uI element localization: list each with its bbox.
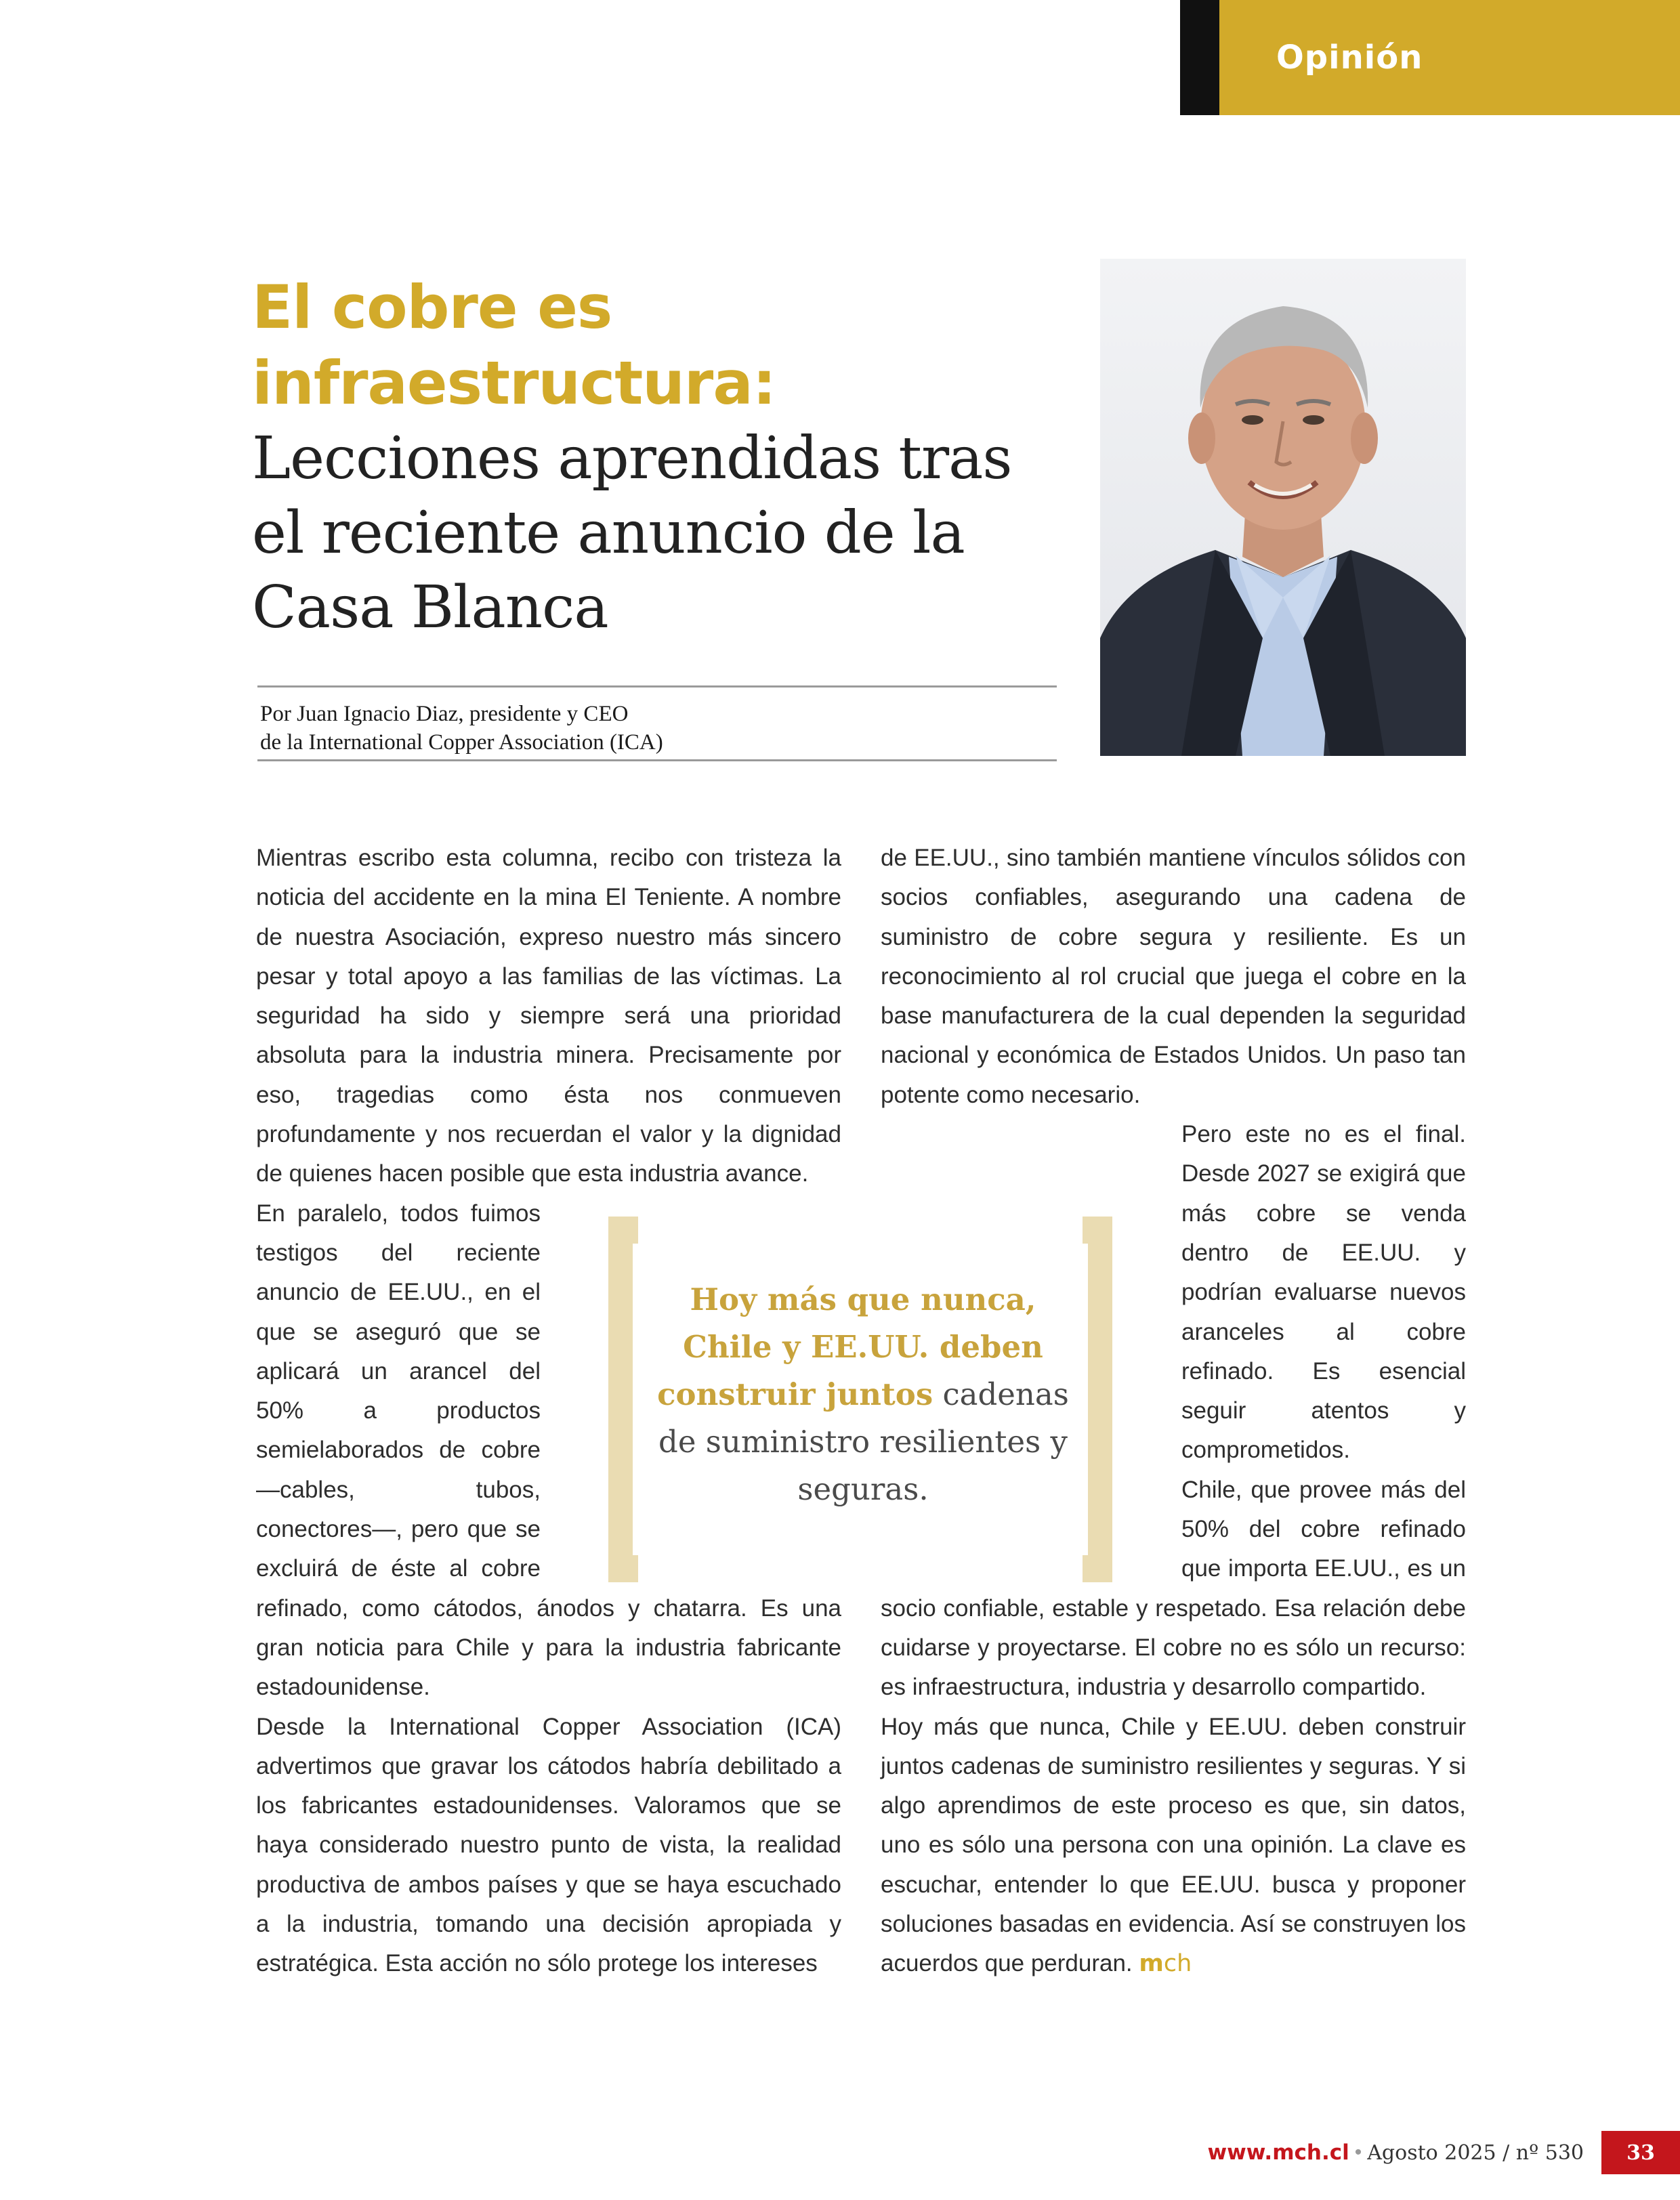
paragraph-left-2: En paralelo, todos fuimos testigos del reciente anuncio de EE.UU., en el que se aseguró que se aplicará un arancel del 50% a productos semielaborados de cobre —cables, tubos, conectores—, pero que se excluirá de éste al cobre refinado, como cátodos, ánodos y chatarra. Es una gran noticia para Chile y para la industria fabricante estadounidense.	[256, 1200, 841, 1701]
section-tab	[1180, 0, 1680, 115]
pull-quote-highlight: Hoy más que nunca, Chile y EE.UU. deben construir juntos	[657, 1282, 1043, 1412]
headline-kicker-line-1: El cobre es	[252, 272, 612, 342]
paragraph-right-3: Chile, que provee más del 50% del cobre refinado que importa EE.UU., es un socio confiable, estable y respetado. Esa relación debe cuidarse y proyectarse. El cobre no es sólo un recurso: es infraestructura, industria y desarrollo compartido.	[881, 1476, 1466, 1701]
section-tab-gold-bar	[1219, 0, 1680, 115]
paragraph-right-2: Pero este no es el final. Desde 2027 se exigirá que más cobre se venda dentro de EE.UU. y podrían evaluarse nuevos aranceles al cobre refinado. Es esencial seguir atentos y comprometidos.	[1181, 1121, 1466, 1464]
footer-website-link[interactable]: www.mch.cl	[1207, 2140, 1349, 2165]
mch-signoff-logo	[1139, 1950, 1192, 1977]
paragraph-right-4: Hoy más que nunca, Chile y EE.UU. deben construir juntos cadenas de suministro resilientes y seguras. Y si algo aprendimos de este proceso es que, sin datos, uno es sólo una persona con una opinión. La clave es escuchar, entender lo que EE.UU. busca y proponer soluciones basadas en evidencia. Así se construyen los acuerdos que perduran.	[881, 1713, 1466, 1977]
byline-line-1: Por Juan Ignacio Diaz, presidente y CEO	[260, 702, 629, 726]
section-tab-black-bar	[1180, 0, 1219, 115]
signoff-ch: ch	[1163, 1950, 1192, 1978]
footer-separator: •	[1354, 2141, 1362, 2163]
section-label: Opinión	[1276, 39, 1423, 77]
page-number: 33	[1601, 2131, 1680, 2174]
headline-kicker-line-2: infraestructura:	[252, 348, 776, 418]
byline	[257, 685, 1057, 761]
signoff-m: m	[1139, 1950, 1164, 1978]
left-bracket-icon	[608, 1217, 638, 1582]
author-portrait	[1100, 259, 1466, 756]
pull-quote	[593, 1217, 1133, 1582]
footer-issue: Agosto 2025 / nº 530	[1367, 2140, 1584, 2165]
paragraph-left-1: Mientras escribo esta columna, recibo con tristeza la noticia del accidente en la mina El Teniente. A nombre de nuestra Asociación, expreso nuestro más sincero pesar y total apoyo a las familias de las víctimas. La seguridad ha sido y siempre será una prioridad absoluta para la industria minera. Precisamente por eso, tragedias como ésta nos conmueven profundamente y nos recuerdan el valor y la dignidad de quienes hacen posible que esta industria avance.	[256, 845, 841, 1187]
page-footer	[1208, 2131, 1680, 2174]
byline-line-2: de la International Copper Association (ICA)	[260, 730, 663, 755]
article-headline	[252, 270, 1065, 645]
author-portrait-illustration	[1100, 259, 1466, 756]
headline-deck-line-3: Casa Blanca	[252, 574, 608, 641]
pull-quote-rest: cadenas de suministro resilientes y seguras.	[658, 1376, 1069, 1507]
headline-deck-line-2: el reciente anuncio de la	[252, 499, 965, 567]
paragraph-right-4-wrapper	[881, 1708, 1466, 1984]
right-bracket-icon	[1083, 1217, 1112, 1582]
paragraph-right-1: de EE.UU., sino también mantiene vínculos sólidos con socios confiables, asegurando una cadena de suministro de cobre segura y resiliente. Es un reconocimiento al rol crucial que juega el cobre en la base manufacturera de la cual dependen la seguridad nacional y económica de Estados Unidos. Un paso tan potente como necesario.	[881, 845, 1466, 1108]
headline-deck-line-1: Lecciones aprendidas tras	[252, 425, 1012, 492]
paragraph-left-3: Desde la International Copper Association (ICA) advertimos que gravar los cátodos habría debilitado a los fabricantes estadounidenses. Valoramos que se haya considerado nuestro punto de vista, la realidad productiva de ambos países y que se haya escuchado a la industria, tomando una decisión apropiada y estratégica. Esta acción no sólo protege los intereses	[256, 1713, 841, 1977]
pull-quote-text	[648, 1276, 1078, 1513]
